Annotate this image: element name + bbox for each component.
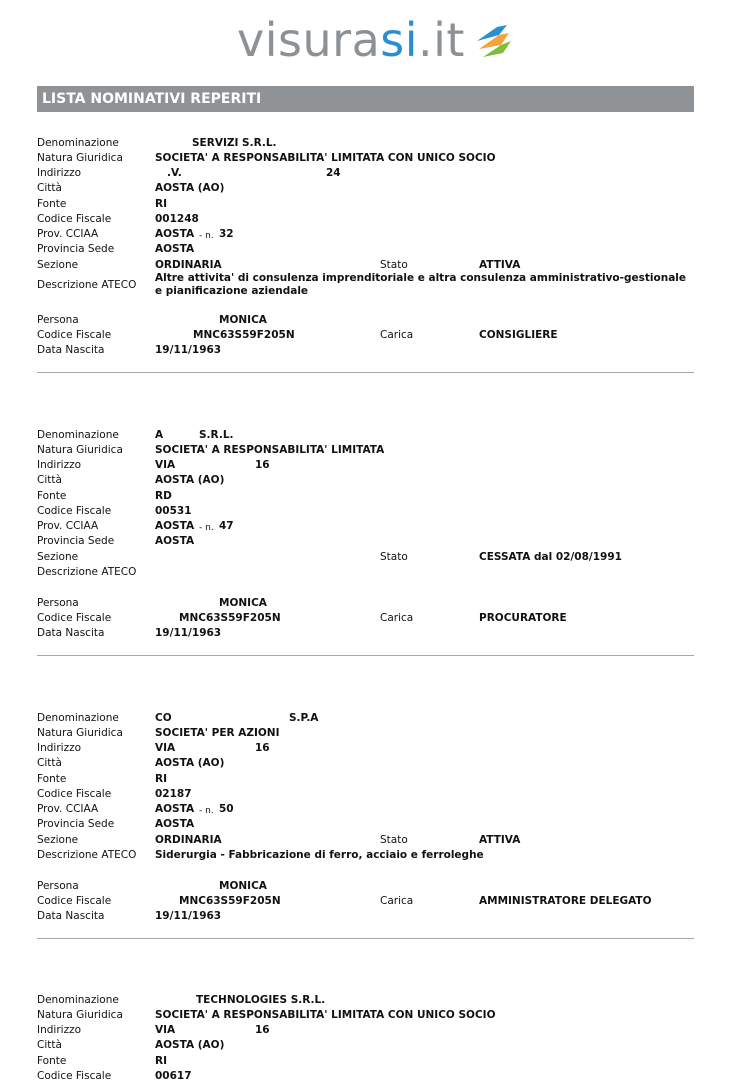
logo-part-it: .it — [418, 13, 465, 67]
label-denominazione: Denominazione — [37, 712, 119, 724]
label-stato: Stato — [380, 259, 408, 271]
value-data-nascita: 19/11/1963 — [155, 627, 222, 639]
label-fonte: Fonte — [37, 773, 67, 785]
visurasi-logo — [0, 10, 750, 70]
value-fonte: RD — [155, 490, 172, 502]
label-fonte: Fonte — [37, 198, 67, 210]
label-descrizione-ateco: Descrizione ATECO — [37, 566, 137, 578]
record-divider — [37, 938, 694, 939]
label-descrizione-ateco: Descrizione ATECO — [37, 849, 137, 861]
label-denominazione: Denominazione — [37, 994, 119, 1006]
value-codice-fiscale: 001248 — [155, 213, 199, 225]
value-denominazione: CO — [155, 712, 172, 724]
label-carica: Carica — [380, 895, 414, 907]
logo-part-si: si — [380, 13, 419, 67]
label-citta: Città — [37, 757, 62, 769]
label-codice-fiscale: Codice Fiscale — [37, 213, 112, 225]
value-persona-cf: MNC63S59F205N — [179, 612, 281, 624]
label-sezione: Sezione — [37, 834, 79, 846]
label-fonte: Fonte — [37, 1055, 67, 1067]
label-provincia-sede: Provincia Sede — [37, 535, 115, 547]
value-stato: CESSATA dal 02/08/1991 — [479, 551, 622, 563]
value-indirizzo: VIA — [155, 742, 176, 754]
cciaa-n-label: - n. — [199, 523, 214, 533]
value-denominazione: SERVIZI S.R.L. — [192, 137, 277, 149]
label-citta: Città — [37, 474, 62, 486]
value-denominazione-suffix: S.P.A — [289, 712, 319, 724]
label-denominazione: Denominazione — [37, 429, 119, 441]
label-codice-fiscale: Codice Fiscale — [37, 1070, 112, 1082]
label-indirizzo: Indirizzo — [37, 742, 82, 754]
label-provincia-sede: Provincia Sede — [37, 818, 115, 830]
value-prov-cciaa: AOSTA — [155, 520, 195, 532]
value-fonte: RI — [155, 198, 167, 210]
label-prov-cciaa: Prov. CCIAA — [37, 520, 99, 532]
label-indirizzo: Indirizzo — [37, 167, 82, 179]
label-natura: Natura Giuridica — [37, 152, 123, 164]
value-indirizzo-num: 16 — [255, 742, 270, 754]
label-persona-codice-fiscale: Codice Fiscale — [37, 895, 112, 907]
value-sezione: ORDINARIA — [155, 834, 222, 846]
label-denominazione: Denominazione — [37, 137, 119, 149]
value-indirizzo: VIA — [155, 459, 176, 471]
page-title: LISTA NOMINATIVI REPERITI — [37, 86, 694, 112]
label-codice-fiscale: Codice Fiscale — [37, 788, 112, 800]
value-denominazione: A — [155, 429, 164, 441]
label-codice-fiscale: Codice Fiscale — [37, 505, 112, 517]
value-carica: AMMINISTRATORE DELEGATO — [479, 895, 652, 907]
label-natura: Natura Giuridica — [37, 1009, 123, 1021]
cciaa-n-label: - n. — [199, 806, 214, 816]
value-cciaa-num: 47 — [219, 520, 234, 532]
value-provincia-sede: AOSTA — [155, 818, 195, 830]
value-cciaa-num: 32 — [219, 228, 234, 240]
label-data-nascita: Data Nascita — [37, 344, 105, 356]
value-codice-fiscale: 00617 — [155, 1070, 192, 1082]
value-indirizzo-num: 16 — [255, 459, 270, 471]
value-indirizzo: VIA — [155, 1024, 176, 1036]
label-persona: Persona — [37, 597, 79, 609]
cciaa-n-label: - n. — [199, 231, 214, 241]
value-persona: MONICA — [219, 314, 267, 326]
label-stato: Stato — [380, 551, 408, 563]
value-persona: MONICA — [219, 880, 267, 892]
logo-part-visura: visura — [237, 13, 381, 67]
value-citta: AOSTA (AO) — [155, 474, 225, 486]
value-persona-cf: MNC63S59F205N — [193, 329, 295, 341]
record-divider — [37, 372, 694, 373]
value-fonte: RI — [155, 1055, 167, 1067]
value-indirizzo: .V. — [167, 167, 182, 179]
value-fonte: RI — [155, 773, 167, 785]
label-sezione: Sezione — [37, 551, 79, 563]
value-persona: MONICA — [219, 597, 267, 609]
value-provincia-sede: AOSTA — [155, 535, 195, 547]
record-divider — [37, 655, 694, 656]
value-persona-cf: MNC63S59F205N — [179, 895, 281, 907]
value-citta: AOSTA (AO) — [155, 757, 225, 769]
label-citta: Città — [37, 1039, 62, 1051]
leaf-logo-icon — [473, 19, 513, 61]
label-prov-cciaa: Prov. CCIAA — [37, 228, 99, 240]
label-carica: Carica — [380, 612, 414, 624]
value-natura: SOCIETA' A RESPONSABILITA' LIMITATA CON UNICO SOCIO — [155, 1009, 496, 1021]
value-indirizzo-num: 24 — [326, 167, 341, 179]
value-prov-cciaa: AOSTA — [155, 228, 195, 240]
value-codice-fiscale: 02187 — [155, 788, 192, 800]
label-prov-cciaa: Prov. CCIAA — [37, 803, 99, 815]
value-carica: CONSIGLIERE — [479, 329, 558, 341]
value-cciaa-num: 50 — [219, 803, 234, 815]
value-data-nascita: 19/11/1963 — [155, 910, 222, 922]
label-natura: Natura Giuridica — [37, 444, 123, 456]
value-stato: ATTIVA — [479, 259, 521, 271]
label-persona-codice-fiscale: Codice Fiscale — [37, 612, 112, 624]
label-stato: Stato — [380, 834, 408, 846]
value-citta: AOSTA (AO) — [155, 1039, 225, 1051]
label-persona: Persona — [37, 880, 79, 892]
label-data-nascita: Data Nascita — [37, 627, 105, 639]
label-carica: Carica — [380, 329, 414, 341]
value-codice-fiscale: 00531 — [155, 505, 192, 517]
label-indirizzo: Indirizzo — [37, 459, 82, 471]
label-citta: Città — [37, 182, 62, 194]
value-sezione: ORDINARIA — [155, 259, 222, 271]
label-fonte: Fonte — [37, 490, 67, 502]
value-prov-cciaa: AOSTA — [155, 803, 195, 815]
logo-text — [237, 13, 465, 67]
label-sezione: Sezione — [37, 259, 79, 271]
value-indirizzo-num: 16 — [255, 1024, 270, 1036]
label-natura: Natura Giuridica — [37, 727, 123, 739]
value-carica: PROCURATORE — [479, 612, 567, 624]
label-persona-codice-fiscale: Codice Fiscale — [37, 329, 112, 341]
value-data-nascita: 19/11/1963 — [155, 344, 222, 356]
value-descrizione-ateco: Siderurgia - Fabbricazione di ferro, acciaio e ferroleghe — [155, 849, 484, 861]
value-natura: SOCIETA' A RESPONSABILITA' LIMITATA CON UNICO SOCIO — [155, 152, 496, 164]
label-provincia-sede: Provincia Sede — [37, 243, 115, 255]
value-natura: SOCIETA' A RESPONSABILITA' LIMITATA — [155, 444, 385, 456]
value-provincia-sede: AOSTA — [155, 243, 195, 255]
value-citta: AOSTA (AO) — [155, 182, 225, 194]
value-denominazione-suffix: S.R.L. — [199, 429, 234, 441]
value-denominazione: TECHNOLOGIES S.R.L. — [196, 994, 326, 1006]
label-indirizzo: Indirizzo — [37, 1024, 82, 1036]
label-persona: Persona — [37, 314, 79, 326]
label-data-nascita: Data Nascita — [37, 910, 105, 922]
label-descrizione-ateco: Descrizione ATECO — [37, 279, 137, 291]
value-descrizione-ateco: Altre attivita' di consulenza imprenditoriale e altra consulenza amministrativo-gestionale e pianificazione aziendale — [155, 272, 687, 297]
value-natura: SOCIETA' PER AZIONI — [155, 727, 280, 739]
value-stato: ATTIVA — [479, 834, 521, 846]
